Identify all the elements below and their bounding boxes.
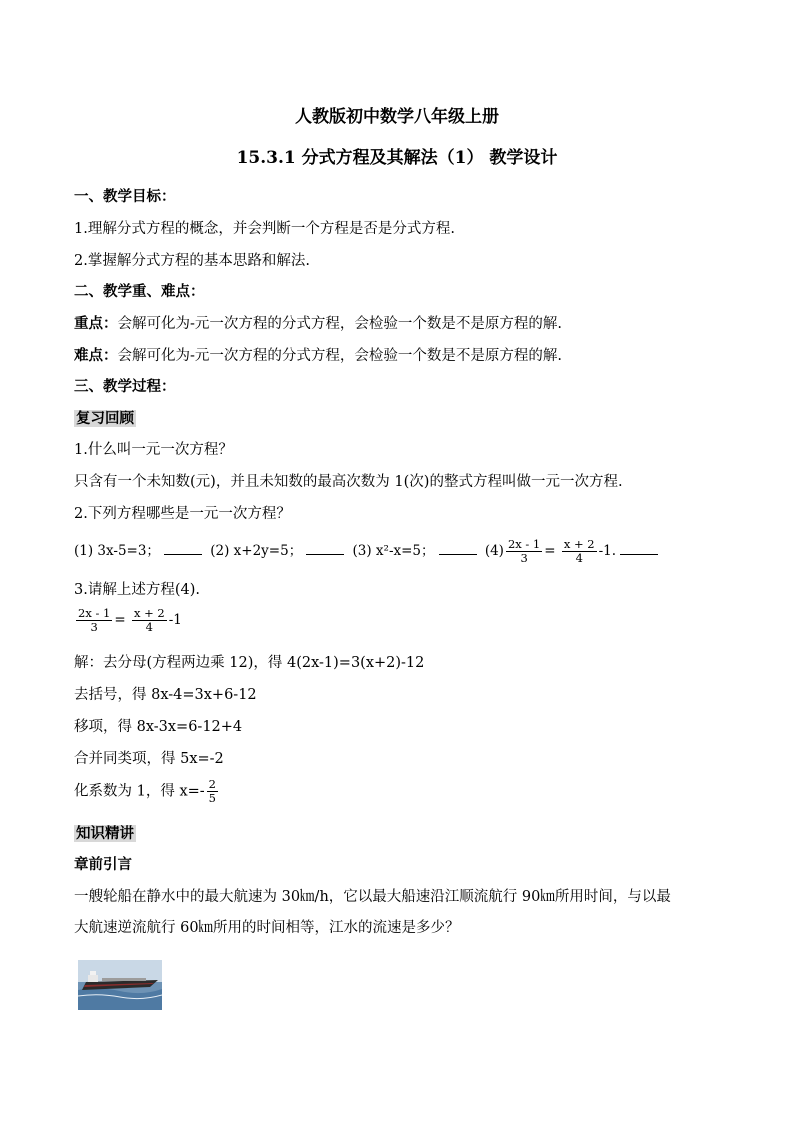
equation-suffix: -1 — [168, 612, 182, 628]
ship-illustration — [78, 960, 162, 1010]
fraction — [506, 538, 542, 565]
answer-1: 只含有一个未知数(元)，并且未知数的最高次数为 1(次)的整式方程叫做一元一次方程. — [74, 474, 623, 490]
equals-sign: = — [114, 612, 126, 628]
knowledge-tag: 知识精讲 — [76, 825, 134, 842]
solution-step: 合并同类项，得 5x=-2 — [74, 751, 224, 767]
question-3: 3.请解上述方程(4). — [74, 582, 200, 598]
intro-heading: 章前引言 — [74, 856, 132, 873]
document-title: 人教版初中数学八年级上册 — [295, 107, 499, 127]
answer-blank[interactable] — [306, 540, 344, 555]
key-points-heading: 二、教学重、难点： — [74, 283, 205, 300]
equation-suffix: -1. — [598, 543, 617, 559]
review-tag: 复习回顾 — [76, 410, 134, 427]
knowledge-section — [74, 825, 136, 843]
focus-line — [74, 315, 562, 333]
question-1: 1.什么叫一元一次方程？ — [74, 442, 233, 458]
solution-step: 移项，得 8x-3x=6-12+4 — [74, 719, 243, 735]
equals-sign: = — [544, 543, 556, 559]
document-subtitle: 15.3.1 分式方程及其解法（1） 教学设计 — [236, 148, 558, 168]
answer-blank[interactable] — [439, 540, 477, 555]
objective-item: 2.掌握解分式方程的基本思路和解法. — [74, 253, 310, 269]
fraction-denominator: 5 — [208, 791, 216, 805]
fraction-numerator: x + 2 — [563, 537, 595, 551]
equation-choices — [74, 538, 662, 565]
process-heading: 三、教学过程： — [74, 378, 176, 395]
fraction-denominator: 4 — [575, 551, 583, 565]
equation-option: (1) 3x-5=3； — [74, 543, 160, 559]
fraction — [132, 607, 167, 634]
fraction — [207, 778, 218, 805]
solution-step: 去括号，得 8x-4=3x+6-12 — [74, 687, 257, 703]
fraction-denominator: 4 — [145, 620, 153, 634]
objectives-heading: 一、教学目标： — [74, 188, 176, 205]
step5-text: 化系数为 1，得 x=- — [74, 783, 205, 800]
fraction-numerator: 2 — [208, 777, 216, 791]
equation-option: (3) x²-x=5； — [352, 543, 435, 559]
answer-blank[interactable] — [164, 540, 202, 555]
fraction-numerator: 2x - 1 — [507, 537, 541, 551]
fraction-numerator: x + 2 — [133, 606, 165, 620]
equation-display — [74, 607, 182, 634]
focus-label: 重点： — [74, 315, 118, 332]
solution-step: 解：去分母(方程两边乘 12)，得 4(2x-1)=3(x+2)-12 — [74, 655, 425, 671]
equation-option: (2) x+2y=5； — [210, 543, 303, 559]
ship-image — [78, 960, 162, 1010]
equation-option-prefix: (4) — [484, 543, 504, 559]
answer-blank[interactable] — [620, 540, 658, 555]
fraction-numerator: 2x - 1 — [78, 606, 111, 620]
focus-text: 会解可化为-元一次方程的分式方程，会检验一个数是不是原方程的解. — [117, 316, 563, 332]
fraction-denominator: 3 — [90, 620, 98, 634]
difficulty-line — [74, 347, 562, 365]
question-2: 2.下列方程哪些是一元一次方程？ — [74, 506, 291, 522]
fraction — [562, 538, 597, 565]
difficulty-text: 会解可化为-元一次方程的分式方程，会检验一个数是不是原方程的解. — [117, 348, 563, 364]
problem-text: 一艘轮船在静水中的最大航速为 30㎞/h，它以最大船速沿江顺流航行 90㎞所用时间，与以最 — [74, 889, 671, 905]
objective-item: 1.理解分式方程的概念，并会判断一个方程是否是分式方程. — [74, 221, 455, 237]
review-section — [74, 410, 136, 428]
difficulty-label: 难点： — [74, 347, 118, 364]
fraction — [76, 607, 112, 634]
problem-text: 大航速逆流航行 60㎞所用的时间相等，江水的流速是多少？ — [74, 920, 460, 936]
solution-step-final — [74, 778, 220, 805]
fraction-denominator: 3 — [520, 551, 528, 565]
